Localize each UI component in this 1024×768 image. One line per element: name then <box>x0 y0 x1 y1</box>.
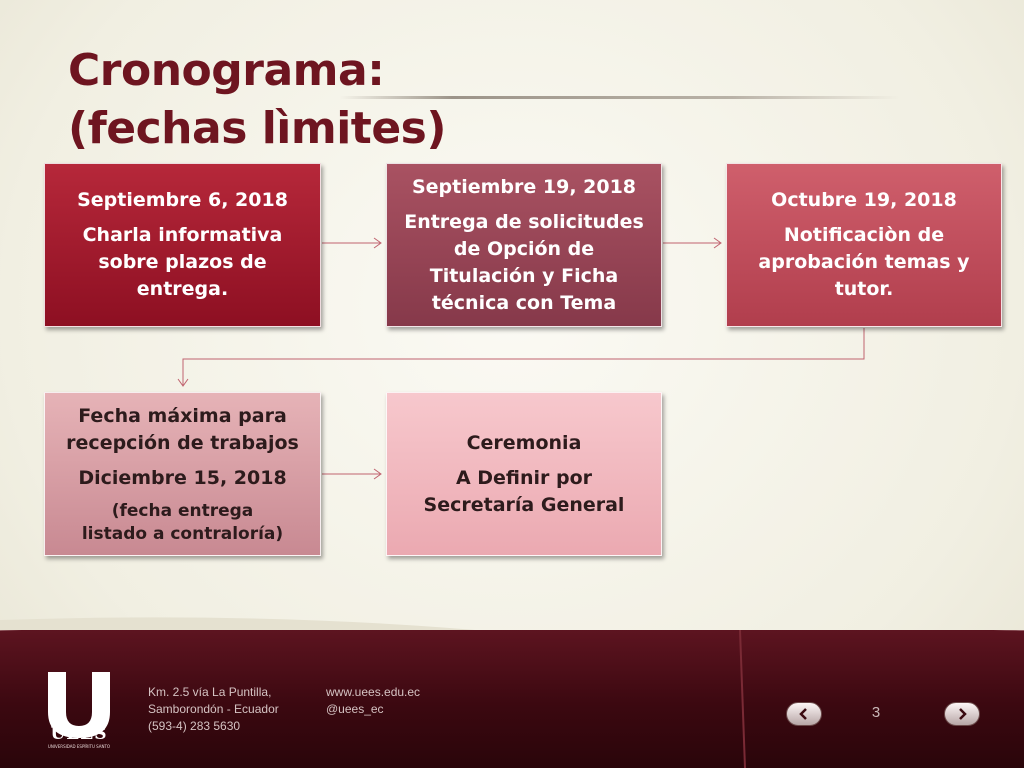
address-line: Km. 2.5 vía La Puntilla, <box>148 685 272 699</box>
box-text: A Definir por <box>455 466 593 489</box>
box-title: Ceremonia <box>466 431 582 454</box>
box-text: Titulación y Ficha <box>429 264 619 287</box>
box-text: Fecha máxima para <box>78 404 287 427</box>
timeline-box-ceremony <box>386 392 662 556</box>
slide-title-line1: Cronograma: <box>68 45 385 96</box>
box-text: sobre plazos de <box>98 251 267 273</box>
timeline-box-deadline <box>44 392 321 556</box>
timeline-box-submission <box>386 163 662 327</box>
box-date: Septiembre 19, 2018 <box>411 175 637 198</box>
box-text: Secretaría General <box>423 493 625 516</box>
footer-address <box>148 684 279 735</box>
timeline-box-notification <box>726 163 1002 327</box>
box-date: Octubre 19, 2018 <box>771 189 957 211</box>
box-text: Charla informativa <box>82 224 283 246</box>
phone-number: (593-4) 283 5630 <box>148 719 241 733</box>
footer-web <box>326 684 420 718</box>
box-text: técnica con Tema <box>431 291 617 314</box>
box-note: (fecha entrega <box>111 500 254 521</box>
next-slide-button[interactable] <box>944 702 980 726</box>
box-text: aprobación temas y <box>758 251 970 273</box>
box-text: entrega. <box>136 278 229 300</box>
address-line: Samborondón - Ecuador <box>148 702 279 716</box>
logo-text: UEES <box>50 724 108 744</box>
uees-logo <box>44 668 114 752</box>
social-handle[interactable]: @uees_ec <box>326 702 384 716</box>
box-date: Diciembre 15, 2018 <box>78 466 287 489</box>
box-text: de Opción de <box>453 237 595 260</box>
chevron-left-icon <box>797 707 811 721</box>
arrow-box3-box4 <box>183 328 864 385</box>
box-note: listado a contraloría) <box>81 523 284 544</box>
box-date: Septiembre 6, 2018 <box>77 189 288 211</box>
box-text: recepción de trabajos <box>66 431 299 454</box>
page-number: 3 <box>871 704 881 721</box>
box-text: Notificaciòn de <box>783 224 945 246</box>
previous-slide-button[interactable] <box>786 702 822 726</box>
logo-subtext: UNIVERSIDAD ESPÍRITU SANTO <box>47 744 111 749</box>
slide-title-line2: (fechas lìmites) <box>68 103 446 154</box>
chevron-right-icon <box>955 707 969 721</box>
timeline-box-info-session <box>44 163 321 327</box>
website-link[interactable]: www.uees.edu.ec <box>326 685 421 699</box>
box-text: Entrega de solicitudes <box>404 210 644 233</box>
box-text: tutor. <box>834 278 894 300</box>
